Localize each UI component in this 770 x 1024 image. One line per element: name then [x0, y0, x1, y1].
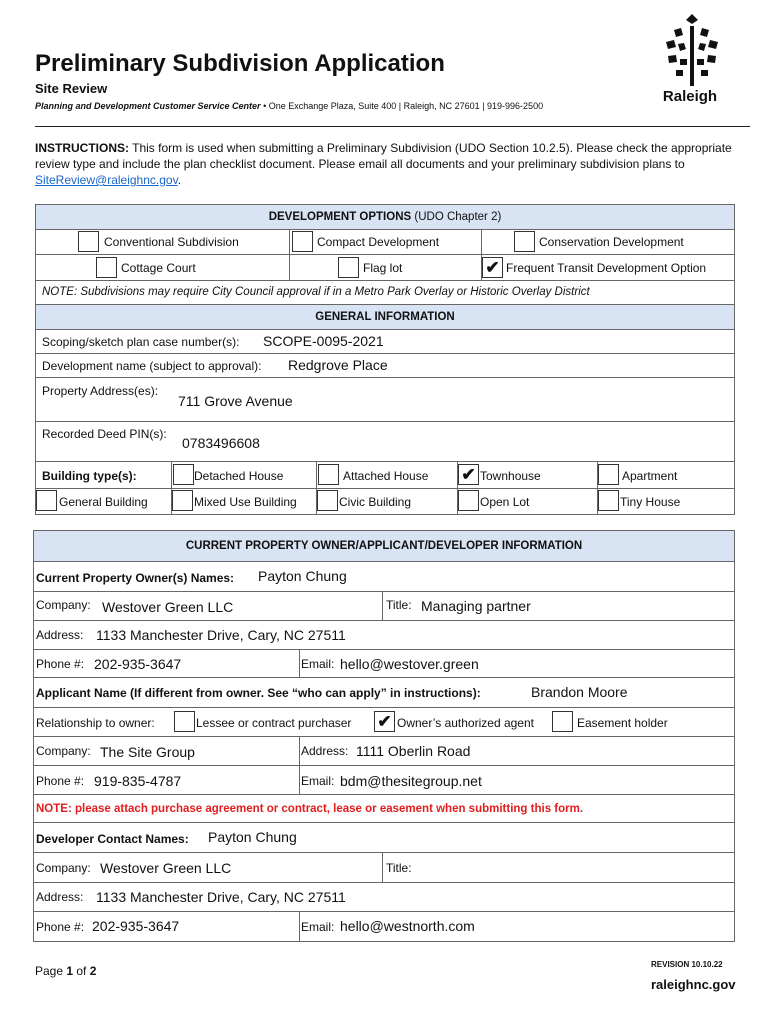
office-name: Planning and Development Customer Service Center — [35, 101, 261, 111]
owner-info-header: CURRENT PROPERTY OWNER/APPLICANT/DEVELOPER INFORMATION — [34, 531, 734, 562]
option-cell — [36, 230, 290, 254]
development-name-label: Development name (subject to approval): — [42, 359, 262, 373]
developer-name-value[interactable]: Payton Chung — [208, 829, 297, 845]
option-label: Conservation Development — [539, 235, 684, 249]
developer-name-row — [34, 823, 734, 853]
logo-text: Raleigh — [662, 88, 718, 105]
option-cell — [290, 255, 482, 280]
building-label: General Building — [59, 495, 148, 509]
building-types-row-1 — [36, 462, 734, 489]
development-options-section — [35, 204, 735, 515]
option-label: Compact Development — [317, 235, 440, 249]
relationship-label: Relationship to owner: — [36, 716, 155, 730]
developer-email-value[interactable]: hello@westnorth.com — [340, 918, 475, 934]
owner-contact-row — [34, 650, 734, 678]
developer-email-cell — [300, 912, 734, 941]
building-cell — [36, 489, 172, 514]
building-label: Civic Building — [339, 495, 412, 509]
conventional-subdivision-checkbox[interactable] — [78, 231, 99, 252]
office-contact: • One Exchange Plaza, Suite 400 | Raleigh, NC 27601 | 919-996-2500 — [260, 101, 544, 111]
owner-company-value[interactable]: Westover Green LLC — [102, 599, 234, 615]
building-cell — [317, 462, 458, 488]
building-label: Tiny House — [620, 495, 681, 509]
building-cell — [172, 462, 317, 488]
tiny-house-checkbox[interactable] — [598, 490, 619, 511]
developer-company-label: Company: — [36, 861, 91, 875]
developer-company-cell — [34, 853, 383, 882]
general-information-header: GENERAL INFORMATION — [36, 305, 734, 330]
owner-phone-value[interactable]: 202-935-3647 — [94, 656, 182, 672]
building-cell — [598, 489, 734, 514]
developer-address-label: Address: — [36, 890, 84, 904]
option-cell — [482, 230, 734, 254]
option-cell — [482, 255, 734, 280]
developer-address-value[interactable]: 1133 Manchester Drive, Cary, NC 27511 — [96, 889, 346, 905]
page-number — [35, 964, 96, 978]
developer-company-value[interactable]: Westover Green LLC — [100, 860, 232, 876]
owner-email-label: Email: — [301, 657, 335, 671]
owner-name-label: Current Property Owner(s) Names: — [36, 571, 235, 585]
owner-title-value[interactable]: Managing partner — [421, 598, 531, 614]
building-cell — [36, 462, 172, 488]
open-lot-checkbox[interactable] — [458, 490, 479, 511]
page-prefix: Page — [35, 964, 67, 978]
owner-email-value[interactable]: hello@westover.green — [340, 656, 479, 672]
applicant-contact-row — [34, 766, 734, 795]
owner-company-label: Company: — [36, 598, 91, 612]
page-title: Preliminary Subdivision Application — [35, 50, 445, 77]
owner-phone-label: Phone #: — [36, 657, 85, 671]
options-row-2 — [36, 255, 734, 281]
applicant-email-value[interactable]: bdm@thesitegroup.net — [340, 773, 482, 789]
owner-address-value[interactable]: 1133 Manchester Drive, Cary, NC 27511 — [96, 627, 346, 643]
developer-name-label: Developer Contact Names: — [36, 832, 189, 846]
development-options-udo: (UDO Chapter 2) — [411, 211, 502, 223]
scoping-row — [36, 330, 734, 354]
developer-phone-value[interactable]: 202-935-3647 — [92, 918, 180, 934]
building-label: Open Lot — [480, 495, 530, 509]
owner-phone-cell — [34, 650, 300, 677]
applicant-phone-cell — [34, 766, 300, 794]
relationship-row — [34, 708, 734, 737]
frequent-transit-checkbox[interactable]: ✔ — [482, 257, 503, 278]
attachment-note: NOTE: please attach purchase agreement or contract, lease or easement when submitting this form. — [36, 803, 584, 815]
applicant-name-value[interactable]: Brandon Moore — [531, 684, 628, 700]
developer-phone-cell — [34, 912, 300, 941]
building-cell — [458, 489, 598, 514]
property-address-label: Property Address(es): — [42, 384, 159, 398]
townhouse-checkbox[interactable]: ✔ — [458, 464, 479, 485]
option-label: Flag lot — [363, 261, 403, 275]
building-label: Apartment — [622, 469, 678, 483]
development-options-title: DEVELOPMENT OPTIONS — [268, 211, 412, 223]
building-cell — [598, 462, 734, 488]
attached-house-checkbox[interactable] — [318, 464, 339, 485]
conservation-development-checkbox[interactable] — [514, 231, 535, 252]
owner-company-row — [34, 592, 734, 621]
site-review-email-link[interactable]: SiteReview@raleighnc.gov — [35, 173, 178, 187]
lessee-checkbox[interactable] — [174, 711, 195, 732]
easement-holder-checkbox[interactable] — [552, 711, 573, 732]
applicant-company-row — [34, 737, 734, 766]
owner-email-cell — [300, 650, 734, 677]
applicant-address-label: Address: — [301, 744, 349, 758]
compact-development-checkbox[interactable] — [292, 231, 313, 252]
building-label: Detached House — [194, 469, 284, 483]
developer-address-row — [34, 883, 734, 912]
instructions-text: This form is used when submitting a Preliminary Subdivision (UDO Section 10.2.5). Please check the appropriate review type and include the plan checklist document. Please email all documents and your preliminary subdivision plans to — [35, 141, 732, 171]
pin-row — [36, 422, 734, 462]
page-current: 1 — [66, 964, 74, 978]
owner-name-value[interactable]: Payton Chung — [258, 568, 347, 584]
developer-contact-row — [34, 912, 734, 941]
option-cell — [36, 255, 290, 280]
developer-phone-label: Phone #: — [36, 920, 85, 934]
owner-name-row — [34, 562, 734, 592]
page-total: 2 — [89, 964, 97, 978]
developer-company-row — [34, 853, 734, 883]
building-cell — [172, 489, 317, 514]
option-label: Frequent Transit Development Option — [506, 261, 707, 275]
applicant-name-row — [34, 678, 734, 708]
detached-house-checkbox[interactable] — [173, 464, 194, 485]
instructions-end: . — [177, 173, 182, 187]
building-label: Townhouse — [480, 469, 541, 483]
scoping-label: Scoping/sketch plan case number(s): — [42, 335, 240, 349]
building-cell — [458, 462, 598, 488]
scoping-value[interactable]: SCOPE-0095-2021 — [263, 333, 384, 349]
page-mid: of — [73, 964, 90, 978]
option-label: Cottage Court — [121, 261, 196, 275]
building-cell — [317, 489, 458, 514]
property-address-value[interactable]: 711 Grove Avenue — [178, 393, 293, 409]
owner-company-cell — [34, 592, 383, 620]
developer-title-cell — [383, 853, 734, 882]
flag-lot-checkbox[interactable] — [338, 257, 359, 278]
developer-title-label: Title: — [386, 861, 412, 875]
applicant-company-label: Company: — [36, 744, 91, 758]
instructions — [35, 140, 735, 188]
pin-value[interactable]: 0783496608 — [182, 435, 260, 451]
civic-building-checkbox[interactable] — [317, 490, 338, 511]
relationship-option: Lessee or contract purchaser — [196, 716, 352, 730]
owner-address-row — [34, 621, 734, 650]
development-name-row — [36, 354, 734, 378]
applicant-phone-value[interactable]: 919-835-4787 — [94, 773, 182, 789]
building-types-label: Building type(s): — [42, 469, 137, 483]
applicant-email-label: Email: — [301, 774, 335, 788]
general-building-checkbox[interactable] — [36, 490, 57, 511]
owner-address-label: Address: — [36, 628, 84, 642]
property-address-row — [36, 378, 734, 422]
page-subtitle: Site Review — [35, 81, 108, 96]
development-options-header — [36, 205, 734, 230]
building-types-row-2 — [36, 489, 734, 514]
site-url[interactable]: raleighnc.gov — [651, 977, 736, 992]
applicant-email-cell — [300, 766, 734, 794]
instructions-label: INSTRUCTIONS: — [35, 141, 129, 155]
applicant-address-cell — [300, 737, 734, 765]
building-label: Mixed Use Building — [194, 495, 297, 509]
applicant-address-value[interactable]: 1111 Oberlin Road — [356, 743, 471, 759]
revision-label: REVISION 10.10.22 — [651, 960, 723, 969]
applicant-company-value[interactable]: The Site Group — [100, 744, 195, 760]
owner-title-label: Title: — [386, 598, 412, 612]
cottage-court-checkbox[interactable] — [96, 257, 117, 278]
applicant-company-cell — [34, 737, 300, 765]
applicant-name-label: Applicant Name (If different from owner. See “who can apply” in instructions): — [36, 686, 481, 700]
development-note-row — [36, 281, 734, 305]
applicant-phone-label: Phone #: — [36, 774, 85, 788]
option-label: Conventional Subdivision — [104, 235, 239, 249]
office-address — [35, 101, 543, 111]
building-label: Attached House — [343, 469, 429, 483]
development-name-value[interactable]: Redgrove Place — [288, 357, 388, 373]
mixed-use-building-checkbox[interactable] — [172, 490, 193, 511]
apartment-checkbox[interactable] — [598, 464, 619, 485]
attachment-note-row — [34, 795, 734, 823]
developer-email-label: Email: — [301, 920, 335, 934]
owner-title-cell — [383, 592, 734, 620]
header-divider — [35, 126, 750, 127]
pin-label: Recorded Deed PIN(s): — [42, 427, 167, 441]
option-cell — [290, 230, 482, 254]
authorized-agent-checkbox[interactable]: ✔ — [374, 711, 395, 732]
relationship-option: Owner’s authorized agent — [397, 716, 534, 730]
relationship-option: Easement holder — [577, 716, 668, 730]
options-row-1 — [36, 230, 734, 255]
development-note: NOTE: Subdivisions may require City Council approval if in a Metro Park Overlay or Historic Overlay District — [42, 286, 590, 298]
owner-applicant-developer-section — [33, 530, 735, 942]
